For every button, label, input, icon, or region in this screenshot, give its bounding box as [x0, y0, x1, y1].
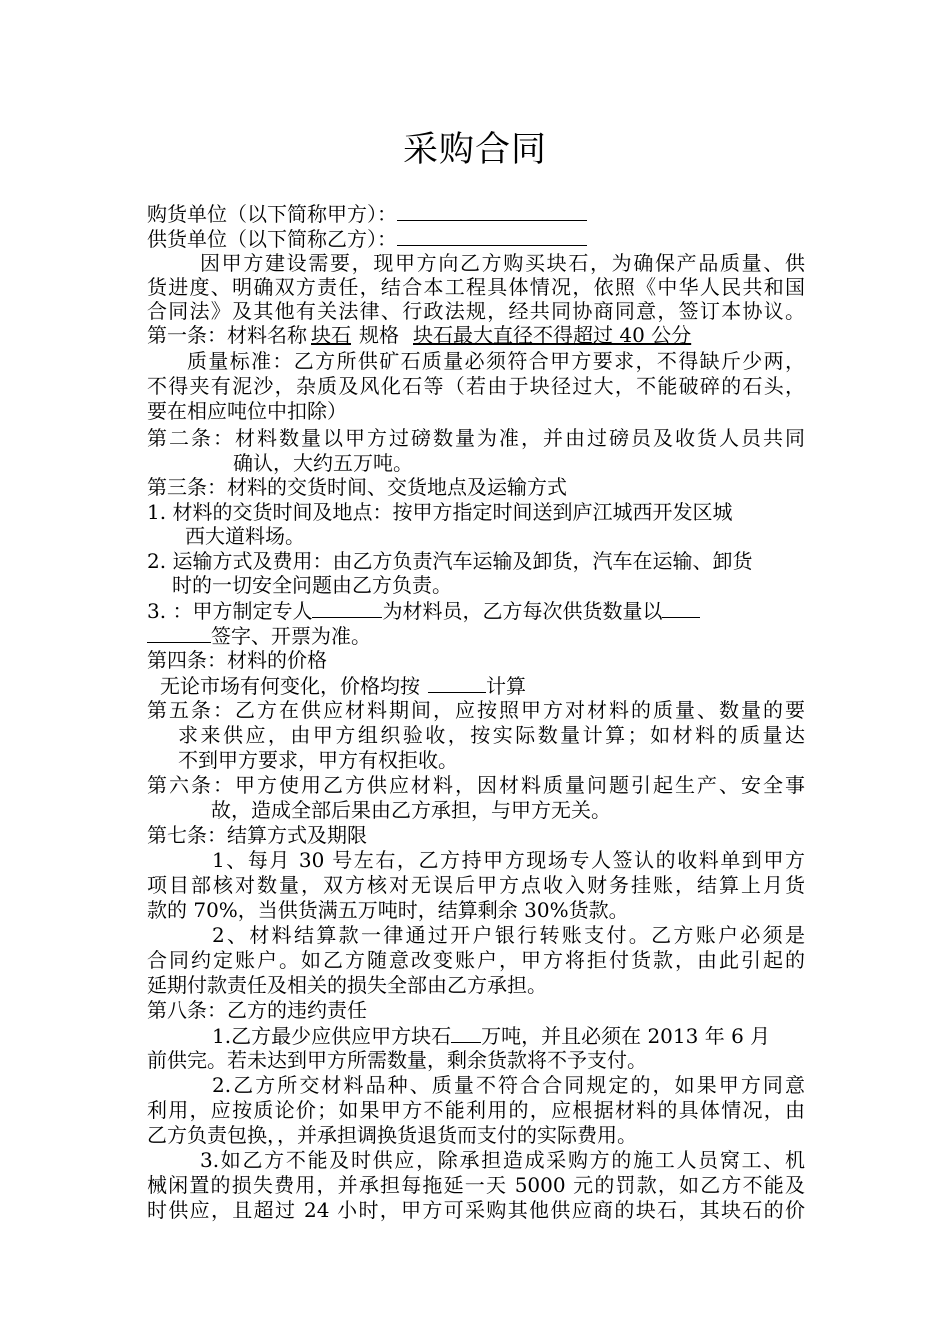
article-2-line: 确认，大约五万吨。	[233, 451, 413, 475]
article-7-p1-line: 项目部核对数量，双方核对无误后甲方点收入财务挂账，结算上月货	[147, 873, 805, 897]
buyer-label: 购货单位（以下简称甲方）：	[147, 202, 397, 226]
seller-blank	[397, 225, 587, 246]
article-8-p2-line: 利用，应按质论价；如果甲方不能利用的，应根据材料的具体情况，由	[147, 1098, 805, 1122]
quality-line: 要在相应吨位中扣除）	[147, 399, 347, 423]
article-7-p1-line: 1、每月 30 号左右，乙方持甲方现场专人签认的收料单到甲方	[212, 848, 805, 872]
item-3-text: 为材料员，乙方每次供货数量以	[382, 599, 663, 623]
article-8-heading: 第八条：乙方的违约责任	[147, 998, 367, 1022]
article-7-p2-line: 延期付款责任及相关的损失全部由乙方承担。	[147, 973, 547, 997]
article-3-item-3	[147, 597, 700, 624]
p1-text: 万吨，并且必须在 2013 年 6 月	[481, 1024, 771, 1048]
article-7-p2-line: 2、材料结算款一律通过开户银行转账支付。乙方账户必须是	[212, 923, 805, 947]
article-2-line: 第二条：材料数量以甲方过磅数量为准，并由过磅员及收货人员共同	[147, 426, 805, 450]
article-4-heading: 第四条：材料的价格	[147, 648, 327, 672]
spec-label: 规格	[359, 323, 399, 347]
clerk-blank	[312, 597, 382, 618]
quality-line: 质量标准：乙方所供矿石质量必须符合甲方要求，不得缺斤少两，	[187, 349, 805, 373]
preamble-line: 货进度、明确双方责任，结合本工程具体情况，依照《中华人民共和国	[147, 275, 805, 299]
article-5-line: 不到甲方要求，甲方有权拒收。	[178, 748, 458, 772]
price-text: 计算	[486, 674, 526, 698]
quantity-blank	[662, 597, 700, 618]
article-8-p3-line: 械闲置的损失费用，并承担每拖延一天 5000 元的罚款，如乙方不能及	[147, 1173, 805, 1197]
article-4-line	[160, 672, 526, 699]
article-8-p3-line: 3.如乙方不能及时供应，除承担造成采购方的施工人员窝工、机	[200, 1148, 805, 1172]
article-5-line: 求来供应，由甲方组织验收，按实际数量计算；如材料的质量达	[178, 723, 805, 747]
article-7-p2-line: 合同约定账户。如乙方随意改变账户，甲方将拒付货款，由此引起的	[147, 948, 805, 972]
article-1-prefix: 第一条：材料名称	[147, 323, 307, 347]
document-title: 采购合同	[402, 130, 547, 170]
article-3-item-3	[147, 622, 371, 649]
buyer-blank	[397, 200, 587, 221]
article-3-item-1: 西大道料场。	[185, 524, 305, 548]
item-3-text: 签字、开票为准。	[211, 624, 371, 648]
p1-text: 1.乙方最少应供应甲方块石	[212, 1024, 452, 1048]
article-1-line	[147, 322, 697, 348]
article-6-line: 第六条：甲方使用乙方供应材料，因材料质量问题引起生产、安全事	[147, 773, 805, 797]
quality-line: 不得夹有泥沙，杂质及风化石等（若由于块径过大，不能破碎的石头，	[147, 374, 805, 398]
seller-label: 供货单位（以下简称乙方）：	[147, 227, 397, 251]
article-7-heading: 第七条：结算方式及期限	[147, 823, 367, 847]
quantity-blank	[147, 622, 211, 643]
article-3-heading: 第三条：材料的交货时间、交货地点及运输方式	[147, 475, 567, 499]
material-name: 块石	[311, 323, 351, 347]
article-7-p1-line: 款的 70%，当供货满五万吨时，结算剩余 30%货款。	[147, 898, 629, 922]
preamble-line: 因甲方建设需要，现甲方向乙方购买块石，为确保产品质量、供	[200, 251, 805, 275]
article-8-p2-line: 2.乙方所交材料品种、质量不符合合同规定的，如果甲方同意	[212, 1073, 805, 1097]
price-text: 无论市场有何变化，价格均按	[160, 674, 420, 698]
article-5-line: 第五条：乙方在供应材料期间，应按照甲方对材料的质量、数量的要	[147, 698, 805, 722]
article-3-item-2: 2. 运输方式及费用：由乙方负责汽车运输及卸货，汽车在运输、卸货	[147, 549, 753, 573]
seller-line	[147, 225, 587, 252]
article-6-line: 故，造成全部后果由乙方承担，与甲方无关。	[211, 798, 611, 822]
article-8-p3-line: 时供应，且超过 24 小时，甲方可采购其他供应商的块石，其块石的价	[147, 1198, 805, 1222]
article-8-p2-line: 乙方负责包换，，并承担调换货退货而支付的实际费用。	[147, 1123, 637, 1147]
spec-value: 块石最大直径不得超过 40 公分	[413, 323, 692, 347]
preamble-line: 合同法》及其他有关法律、行政法规，经共同协商同意，签订本协议。	[147, 299, 805, 323]
buyer-line	[147, 200, 587, 227]
min-supply-blank	[451, 1022, 481, 1043]
price-blank	[428, 672, 486, 693]
article-3-item-1: 1. 材料的交货时间及地点：按甲方指定时间送到庐江城西开发区城	[147, 500, 733, 524]
item-3-text: 3. ：甲方制定专人	[147, 599, 313, 623]
article-3-item-2: 时的一切安全问题由乙方负责。	[172, 573, 452, 597]
article-8-p1-line: 前供完。若未达到甲方所需数量，剩余货款将不予支付。	[147, 1048, 647, 1072]
article-8-p1-line	[212, 1022, 770, 1049]
